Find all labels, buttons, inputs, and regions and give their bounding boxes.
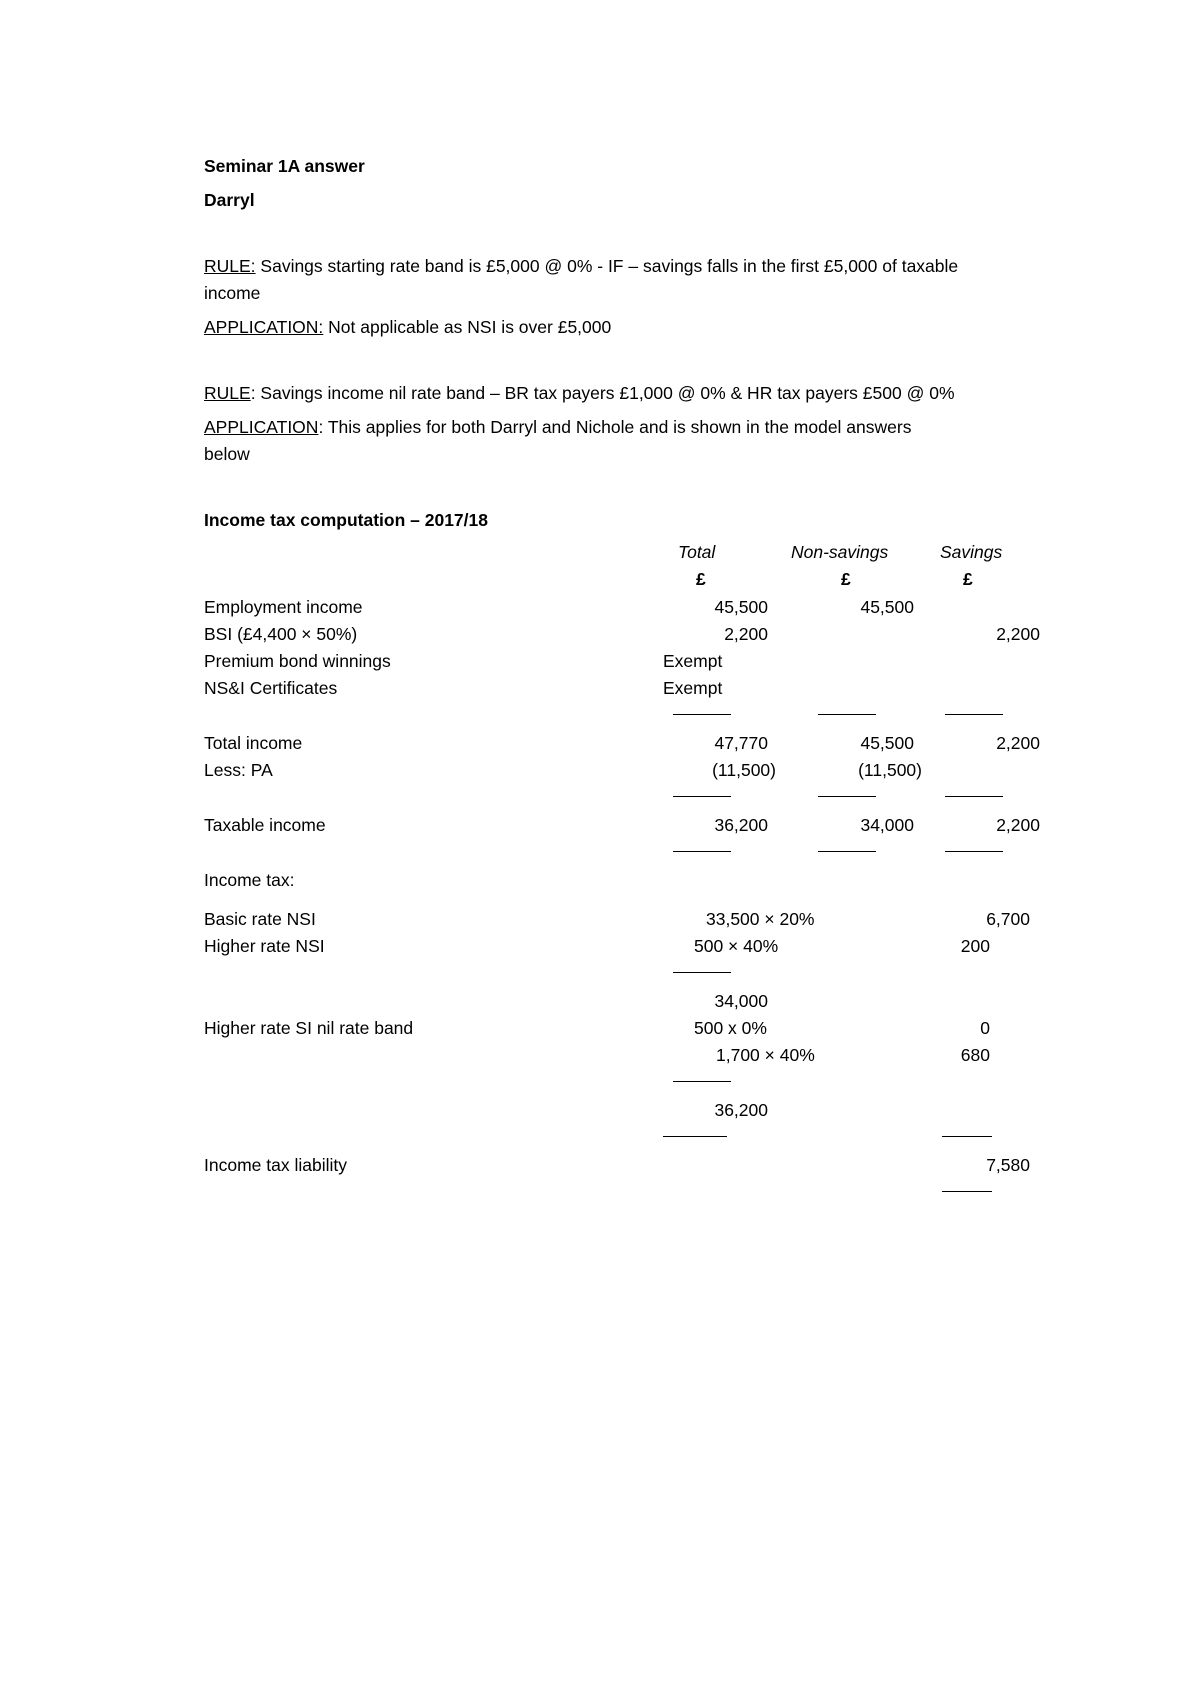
- rule-2-text: : Savings income nil rate band – BR tax payers £1,000 @ 0% & HR tax payers £500 @ 0%: [250, 383, 955, 403]
- underline: [945, 714, 1003, 715]
- row-less-pa-label: Less: PA: [204, 760, 273, 780]
- row-total-income-total: 47,770: [714, 733, 768, 753]
- rule-1-line-1: [204, 256, 958, 277]
- underline: [673, 714, 731, 715]
- header-nonsavings: Non-savings: [791, 542, 889, 562]
- si-higher-calc: 1,700 × 40%: [716, 1045, 815, 1065]
- application-1: [204, 317, 611, 338]
- application-1-text: Not applicable as NSI is over £5,000: [323, 317, 612, 337]
- application-2-text: : This applies for both Darryl and Nichole and is shown in the model answers: [318, 417, 912, 437]
- currency-savings: £: [963, 569, 973, 589]
- row-bsi-label: BSI (£4,400 × 50%): [204, 624, 358, 644]
- underline: [818, 796, 876, 797]
- row-total-income-nonsavings: 45,500: [860, 733, 914, 753]
- underline: [945, 851, 1003, 852]
- underline: [673, 972, 731, 973]
- row-taxable-total: 36,200: [714, 815, 768, 835]
- row-taxable-label: Taxable income: [204, 815, 326, 835]
- income-tax-heading: Income tax:: [204, 870, 295, 890]
- row-nsi-label: NS&I Certificates: [204, 678, 338, 698]
- row-premium-label: Premium bond winnings: [204, 651, 391, 671]
- underline: [673, 851, 731, 852]
- si-nil-rate-amount: 0: [980, 1018, 990, 1038]
- grand-total-bands: 36,200: [714, 1100, 768, 1120]
- rule-1-text: Savings starting rate band is £5,000 @ 0% - IF – savings falls in the first £5,000 of taxable: [255, 256, 959, 276]
- currency-nonsavings: £: [841, 569, 851, 589]
- row-bsi-total: 2,200: [724, 624, 768, 644]
- higher-rate-amount: 200: [960, 936, 990, 956]
- si-nil-rate-label: Higher rate SI nil rate band: [204, 1018, 414, 1038]
- underline: [818, 714, 876, 715]
- underline: [942, 1136, 992, 1137]
- row-taxable-savings: 2,200: [996, 815, 1040, 835]
- underline: [945, 796, 1003, 797]
- rule-2: [204, 383, 955, 404]
- si-nil-rate-calc: 500 x 0%: [694, 1018, 767, 1038]
- higher-rate-label: Higher rate NSI: [204, 936, 325, 956]
- row-employment-label: Employment income: [204, 597, 363, 617]
- row-employment-total: 45,500: [714, 597, 768, 617]
- basic-rate-label: Basic rate NSI: [204, 909, 316, 929]
- application-2-line-2: below: [204, 444, 250, 464]
- page-subtitle: Darryl: [204, 190, 255, 210]
- higher-rate-calc: 500 × 40%: [694, 936, 779, 956]
- basic-rate-amount: 6,700: [986, 909, 1030, 929]
- header-savings: Savings: [940, 542, 1003, 562]
- subtotal-bands: 34,000: [714, 991, 768, 1011]
- row-taxable-nonsavings: 34,000: [860, 815, 914, 835]
- underline: [942, 1191, 992, 1192]
- application-2-line-1: [204, 417, 911, 438]
- basic-rate-calc: 33,500 × 20%: [706, 909, 815, 929]
- header-total: Total: [678, 542, 716, 562]
- row-total-income-label: Total income: [204, 733, 303, 753]
- computation-title: Income tax computation – 2017/18: [204, 510, 488, 530]
- row-nsi-total: Exempt: [663, 678, 723, 698]
- row-premium-total: Exempt: [663, 651, 723, 671]
- page-title: Seminar 1A answer: [204, 156, 365, 176]
- currency-total: £: [696, 569, 706, 589]
- application-2-label: APPLICATION: [204, 417, 319, 437]
- underline: [663, 1136, 727, 1137]
- underline: [818, 851, 876, 852]
- si-higher-amount: 680: [960, 1045, 990, 1065]
- liability-amount: 7,580: [986, 1155, 1030, 1175]
- row-less-pa-nonsavings: (11,500): [858, 760, 922, 780]
- row-bsi-savings: 2,200: [996, 624, 1040, 644]
- underline: [673, 796, 731, 797]
- liability-label: Income tax liability: [204, 1155, 347, 1175]
- row-employment-nonsavings: 45,500: [860, 597, 914, 617]
- rule-2-label: RULE: [204, 383, 251, 403]
- application-1-label: APPLICATION:: [204, 317, 324, 337]
- rule-1-label: RULE:: [204, 256, 256, 276]
- row-less-pa-total: (11,500): [712, 760, 776, 780]
- row-total-income-savings: 2,200: [996, 733, 1040, 753]
- rule-1-line-2: income: [204, 283, 261, 303]
- underline: [673, 1081, 731, 1082]
